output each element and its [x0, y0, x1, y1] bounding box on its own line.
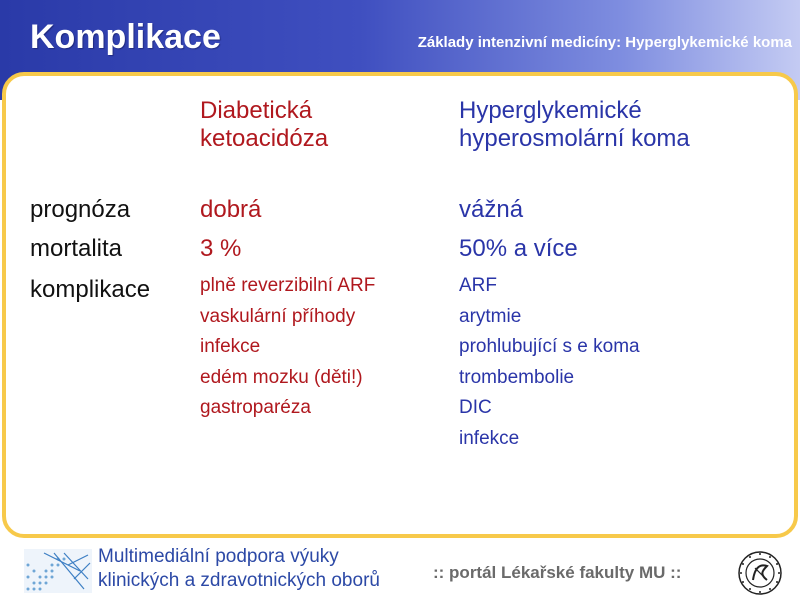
column-heading-hhs-line2: hyperosmolární koma [459, 125, 690, 152]
list-item: arytmie [459, 305, 522, 327]
slide-subtitle: Základy intenzivní medicíny: Hyperglykemické koma [417, 34, 792, 51]
footer-title-line2: klinických a zdravotnických oborů [98, 570, 380, 591]
column-heading-dka-line1: Diabetická [200, 97, 313, 124]
footer-project-title [98, 545, 380, 593]
list-item: infekce [200, 336, 261, 357]
slide-title: Komplikace [30, 18, 221, 56]
network-diagram-icon [24, 549, 92, 593]
list-item: trombembolie [459, 366, 575, 388]
list-item: ARF [459, 275, 497, 296]
footer-portal-link[interactable]: :: portál Lékařské fakulty MU :: [433, 563, 682, 582]
row-label-prognoza: prognóza [30, 196, 131, 223]
list-komplikace-dka [200, 271, 375, 424]
list-komplikace-hhs [459, 271, 640, 454]
cell-prognoza-hhs: vážná [459, 196, 524, 223]
cell-prognoza-dka: dobrá [200, 196, 262, 223]
list-item: vaskulární příhody [200, 305, 356, 327]
footer-title-line1: Multimediální podpora výuky [98, 546, 339, 567]
column-heading-dka [200, 97, 328, 153]
list-item: plně reverzibilní ARF [200, 275, 376, 296]
column-heading-hhs [459, 97, 690, 153]
row-label-mortalita: mortalita [30, 235, 123, 262]
university-seal-icon [737, 550, 783, 596]
list-item: gastroparéza [200, 397, 311, 418]
list-item: prohlubující s e koma [459, 336, 640, 357]
list-item: edém mozku (děti!) [200, 366, 363, 388]
list-item: DIC [459, 397, 492, 418]
column-heading-dka-line2: ketoacidóza [200, 125, 329, 152]
column-heading-hhs-line1: Hyperglykemické [459, 97, 642, 124]
list-item: infekce [459, 427, 520, 449]
cell-mortalita-hhs: 50% a více [459, 235, 578, 262]
row-label-komplikace: komplikace [30, 276, 151, 303]
cell-mortalita-dka: 3 % [200, 235, 242, 262]
